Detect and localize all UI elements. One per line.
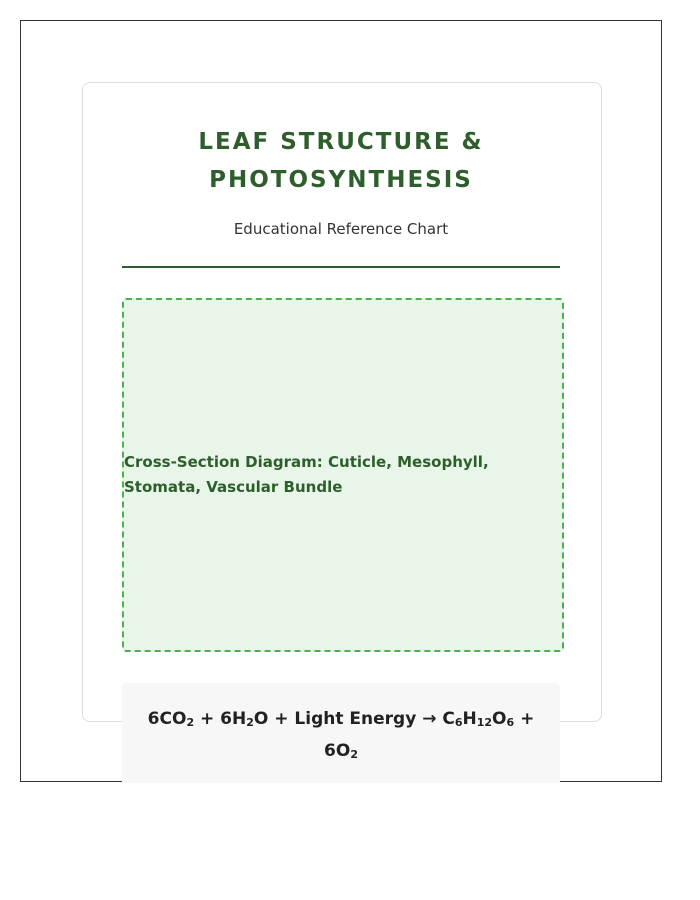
equation-term: + 6H [194,709,247,729]
page-title: LEAF STRUCTURE & PHOTOSYNTHESIS [198,129,484,193]
header-divider [122,266,560,268]
equation-term: + 6O [324,709,535,761]
equation-term: H [462,709,477,729]
equation-panel [122,683,560,783]
photosynthesis-equation [142,703,540,767]
equation-subscript: 6 [454,716,463,729]
diagram-placeholder [122,298,564,652]
equation-term: 6CO [147,709,187,729]
equation-subscript: 6 [506,716,515,729]
equation-subscript: 2 [186,716,195,729]
diagram-label: Cross-Section Diagram: Cuticle, Mesophyll, Stomata, Vascular Bundle [124,453,489,496]
equation-term: O + Light Energy → C [253,709,455,729]
page-frame [20,20,662,782]
page-subtitle: Educational Reference Chart [233,220,449,238]
equation-term: O [492,709,507,729]
equation-subscript: 12 [476,716,493,729]
equation-subscript: 2 [350,748,358,761]
equation-subscript: 2 [246,716,254,729]
